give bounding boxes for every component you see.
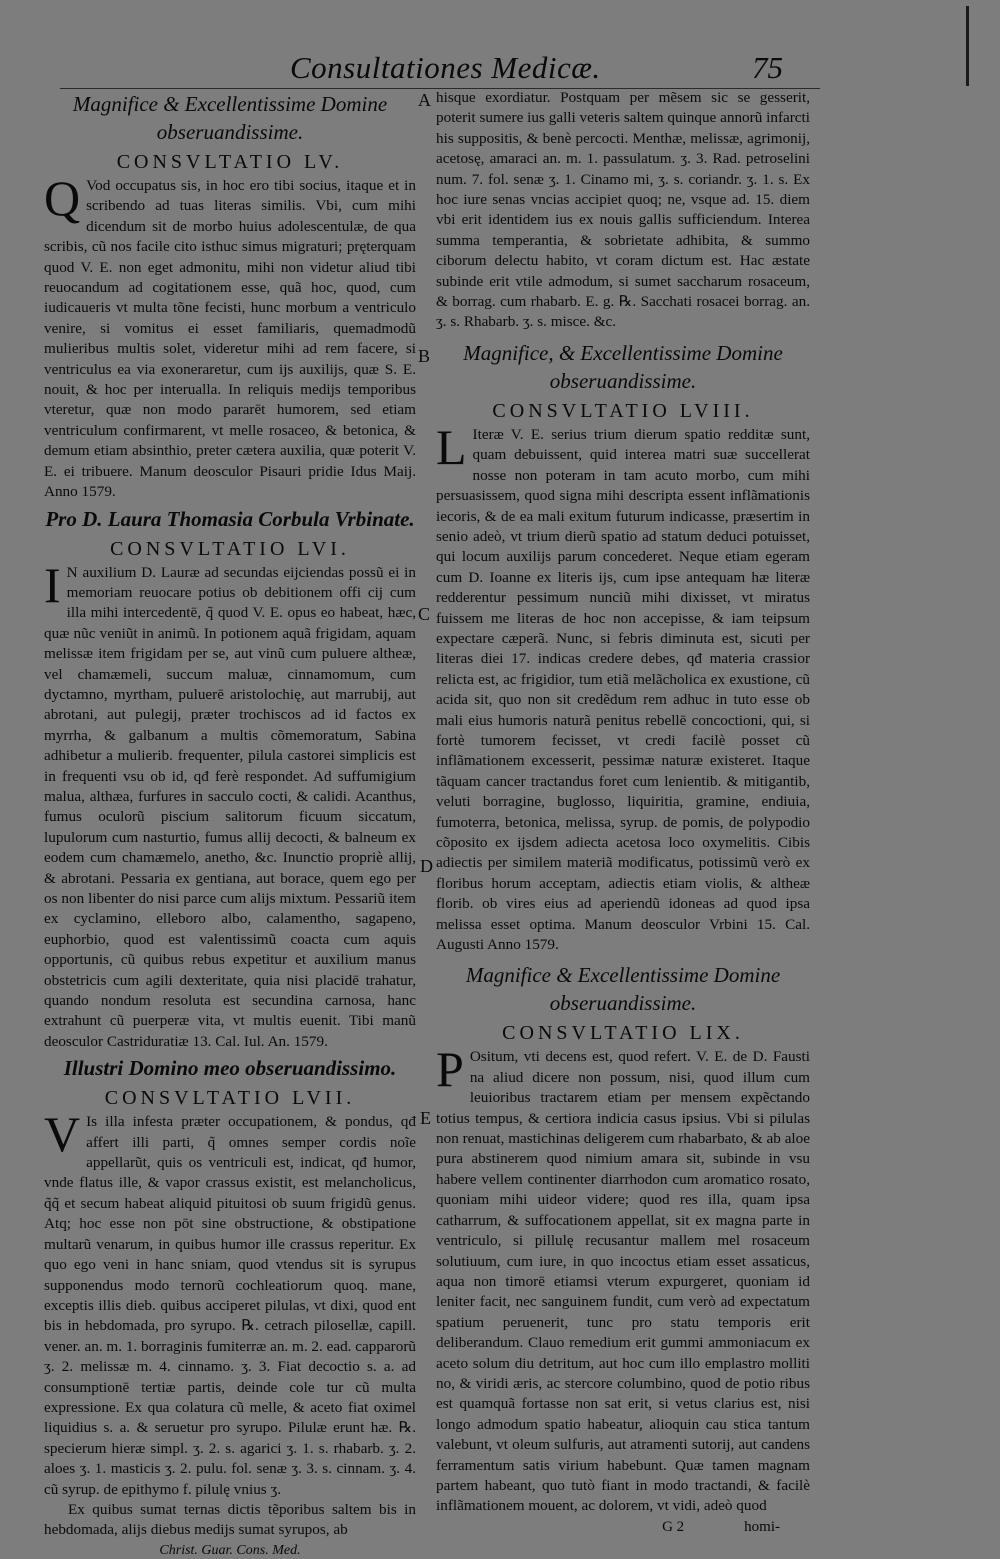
drop-cap: L	[436, 418, 467, 475]
consultation-57-title: Illustri Domino meo obseruandissimo.	[63, 1056, 397, 1081]
consultation-56-heading: CONSVLTATIO LVI.	[110, 537, 350, 560]
consultation-58-body	[436, 418, 810, 956]
margin-marker-a: A	[418, 90, 431, 110]
signature-mark: G 2	[662, 1518, 685, 1535]
consultation-57-body	[44, 1106, 416, 1500]
consultation-57-heading: CONSVLTATIO LVII.	[104, 1087, 356, 1110]
right-column	[436, 88, 810, 1536]
continuation-text: hisque exordiatur. Postquam per mẽsem sic se gesserit, poterit sumere ius galli veteris saltem quinque annorũ infarcti his suppositis, & benè percocti. Menthæ, melissæ, agrimonij, acetosę, amaraci an. m. 1. passulatum. ʒ. 3. Rad. petroselini num. 7. fol. senæ ʒ. 1. Cinamo mi, ʒ. s. coriandr. ʒ. 1. s. Ex hoc iure senas vncias accipiet quoq; ne, vsque ad. 15. diem vbi erit identidem ius ex nouis gallis sufficiendum. Interea summa temperantia, & sobrietate adhibita, & summo ciborum delectu habito, vt coram dictum est. Hac æstate subinde erit vtile admodum, si sumet saccharum rosaceum, & borrag. cum rhabarb. E. g. ℞. Sacchati rosacei borrag. an. ʒ. s. Rhabarb. ʒ. s. misce. &c.	[436, 89, 810, 331]
drop-cap: Q	[44, 170, 81, 226]
drop-cap: I	[44, 556, 61, 613]
margin-marker-c: C	[418, 604, 431, 624]
left-column	[44, 88, 416, 1559]
consultation-55-text: Vod occupatus sis, in hoc ero tibi socius, itaque et in scribendo ad tuas literas similis. Vbi, cum mihi dicendum sit de morbo huius adolescentulæ, de qua scribis, cũ nos facile cito isthuc simus migraturi; pręterquam quod V. E. non eget admonitu, mihi non videtur aliud tibi reuocandum ad cogitationem esse, quã hoc, quod, cum iudicaueris vt multa tõne fecisti, hunc morbum a ventriculo venire, si vomitus ei esset familiaris, quemadmodũ mulieribus multis solet, videretur mihi ad rem facere, si ventriculus ea via exoneraretur, cum ijs auxilijs, quæ S. E. nouit, & hoc per interualla. In reliquis medijs temporibus vteretur, quæ non modo pararēt humorem, sed etiam ventriculum confirmarent, vt melle rosaceo, & betonica, & demum etiam absinthio, preter cætera auxilia, quæ poterit V. E. ei tribuere. Manum deosculor Pisauri pridie Idus Maij. Anno 1579.	[44, 177, 416, 501]
consultation-57-text: Is illa infesta præter occupationem, & pondus, qđ affert illi parti, q̃ omnes semper cordis noĩe appellarũt, quis os ventriculi est, indicat, qđ humor, vnde flatus ille, & vapor crassus existit, est melancholicus, q̃q̃ et secum habeat aliquid pituitosi ob suum frigidũ genus. Atq; hoc esse non pōt sine obstructione, & obstipatione multarũ venarum, in quibus humor ille crassus reperitur. Ex quo ego veni in hanc sniam, quod vtendus sit is syrupus supponendus modo ternorũ cochleatiorum quoq. mane, exceptis illis dieb. quibus acciperet pilulas, vt dixi, quod ent bis in hebdomada, pro syrupo. ℞. cetrach pilosellæ, capill. vener. an. m. 1. borraginis fumiterræ an. m. 2. ead. capparorũ ʒ. 2. melissæ m. 4. cinnamo. ʒ. 3. Fiat decoctio s. a. ad consumptionē tertiæ partis, deinde cole tur cũ multa expressione. Ex qua colatura cũ melle, & aceto fiat oximel liquidius s. a. & seruetur pro syrupo. Pilulæ erunt hæ. ℞. specierum hieræ simpl. ʒ. 2. s. agarici ʒ. 1. s. rhabarb. ʒ. 2. aloes ʒ. 1. masticis ʒ. 2. pulu. fol. senæ ʒ. 3. s. cinnam. ʒ. 4. cũ syrup. de epithymo f. pilulę vnius ʒ.	[44, 1113, 416, 1498]
consultation-58-title: Magnifice, & Excellentissime Domine obseruandissime.	[463, 340, 783, 393]
drop-cap: V	[44, 1106, 81, 1163]
consultation-58-text: Iteræ V. E. serius trium dierum spatio redditæ sunt, quam debuissent, quid interea matri suæ succellerat nosse non poteram in tam acuto morbo, cum mihi persuasissem, quod signa mihi descripta essent inflãmationis iecoris, & de ea mali exitum futurum indicasse, præsertim in senio adeò, vt trium dierũ spatio ad statum deduci potuisset, qui locum auxilijs parum concederet. Neque etiam egeram cum D. Ioanne ex literis ijs, cum ipse antequam hæ literæ redderentur pessimum nunciũ mihi dixisset, vt miratus fuissem me literas de hoc non accepisse, & iam teipsum expectare cæperã. Nunc, si febris diminuta est, sicuti per literas diei 17. indicas credere debes, qđ materia crassior relicta est, ac frigidior, tum etiã melãcholica ex exustione, cũ acida sit, quo non sit credẽdum rem adhuc in tuto esse ob mali eius humoris naturã penitus rebellē concoctioni, qui, si fortè tumorem fecisset, vt credi facilè posset cũ inflãmationem excesserit, pessimæ naturæ existeret. Itaque tãquam cancer tractandus foret cum lenientib. & mitigantib, veluti borragine, buglosso, liquiritia, gramine, endiuia, fumoterra, betonica, melissa, syrup. de pomis, de polypodio cõposito ex ijsdem adiecta acetosa loco oxymelitis. Cibis adiectis per similem materiã modificatus, potissimũ verò ex floribus horum acceptam, adiectis etiam violis, & altheæ florib. ob vires eius ad aperiendũ idoneas ad quod ipsa melissa esset optima. Manum deosculor Vrbini 15. Cal. Augusti Anno 1579.	[436, 425, 810, 954]
consultation-56-title: Pro D. Laura Thomasia Corbula Vrbinate.	[45, 506, 415, 531]
signature: Christ. Guar. Cons. Med.	[159, 1542, 301, 1558]
consultation-59-body	[436, 1041, 810, 1516]
consultation-57-continuation: Ex quibus sumat ternas dictis tẽporibus saltem bis in hebdomada, alijs diebus medijs sumat syrupos, ab	[44, 1500, 416, 1539]
consultation-56-body	[44, 556, 416, 1053]
consultation-55-title: Magnifice & Excellentissime Domine obseruandissime.	[72, 92, 388, 144]
consultation-55-body	[44, 170, 416, 503]
margin-marker-e: E	[420, 1108, 431, 1128]
catchword: homi-	[744, 1518, 780, 1535]
margin-marker-b: B	[418, 346, 431, 366]
drop-cap: P	[436, 1041, 464, 1098]
running-title: Consultationes Medicæ.	[290, 50, 601, 85]
margin-marker-d: D	[420, 856, 433, 876]
page-footer	[436, 1519, 810, 1536]
consultation-58-heading: CONSVLTATIO LVIII.	[492, 399, 754, 422]
consultation-59-heading: CONSVLTATIO LIX.	[502, 1022, 744, 1045]
consultation-59-title: Magnifice & Excellentissime Domine obseruandissime.	[465, 963, 781, 1016]
consultation-55-heading: CONSVLTATIO LV.	[116, 151, 344, 173]
consultation-59-text: Ositum, vti decens est, quod refert. V. E. de D. Fausti na aliud dicere non possum, nisi, quod illum cum leuioribus tractarem etiam per mensem expẽctando totius tempus, & certiora indicia casus ipsius. Vbi si pilulas non renuat, mastichinas deligerem cum rhabarbato, & ab aloe pura abstinerem quod nimium amara sit, subinde in vsu habere vellem continenter diarrhodon cum aromatico rosato, quoniam mihi uideor videre; quod res illa, quam ipsa catharrum, & suffocationem appellat, sit ex magna parte in ventriculo, si pillulę recusantur mallem mel rosaceum solutiuum, cum iure, in quo incoctus etiam esset assaticus, aqua non timorē etiamsi vterum expurgeret, quoniam id leniter facit, nec sanguinem fundit, cum verò ad expectatum spatium peruenerit, tunc pro statu temporis erit deliberandum. Clauo remedium erit gummi ammoniacum ex aceto solum diu detritum, aut hoc cum illo emplastro molliti no, & viridi æris, ac stercore columbino, quod de potio ribus est quamquã fortasse non sat erit, si vetus clarius est, nisi longo admodum spatio habeatur, alioquin cau stica tantum valebunt, vt oleum sulfuris, aut atramenti sutorij, aut candens ferramentum satis virium habebunt. Quæ tamen magnam partem habeant, quo tutò fiant in modo tractandi, & facilè inflãmationem mouent, ac dolorem, vt vidi, adeò quod	[436, 1048, 810, 1515]
consultation-56-text: N auxilium D. Lauræ ad secundas eijciendas possũ ei in memoriam reuocare potius ob debitionem offi cij cum illa mihi intercedentē, q̃ quod V. E. opus eo habeat, hæc, quæ nũc veniũt in animũ. In potionem aquã frigidam, aquam melissæ item frigidam per se, aut vinũ cum puluere altheæ, vel chamæmeli, succum maluæ, cinnamomum, cum dyctamno, myrtham, puluerē aristolochię, aut marrubij, aut abrotani, aut pulegij, præter trochiscos ad id factos ex myrrha, & galbanum a multis cõmemoratum, Sabina adhibetur a mulierib. frequenter, pilula castorei simplicis est in frequenti vsu ob id, qđ ferè respondet. Ad suffumigium malua, althæa, furfures in sacculo cocti, & calidi. Acanthus, fumus oculorũ piscium salitorum ficuum siccatum, lupulorum cum nasturtio, fumus allij decocti, & balneum ex eodem cum chamæmelo, anetho, &c. Inunctio propriè allij, & abrotani. Pessaria ex gentiana, aut borace, quem ego per os non libenter do nisi parce cum alijs mixtum. Pessariũ item ex cyclamino, elleboro albo, calamentho, sagapeno, euphorbio, quod est valentissimũ coacta cum aquis opportunis, cũ quibus rebus expetitur et auxilium manus obstetricis cum agili dexteritate, quia nisi placidē trahatur, quando nondum resoluta est secundina carnosa, hanc extrahunt cũ puerperæ vita, vt multis euenit. Tibi manũ deosculor Castriduratiæ 13. Cal. Iul. An. 1579.	[44, 563, 416, 1050]
page-edge-line	[966, 6, 969, 86]
page-number: 75	[752, 50, 783, 85]
